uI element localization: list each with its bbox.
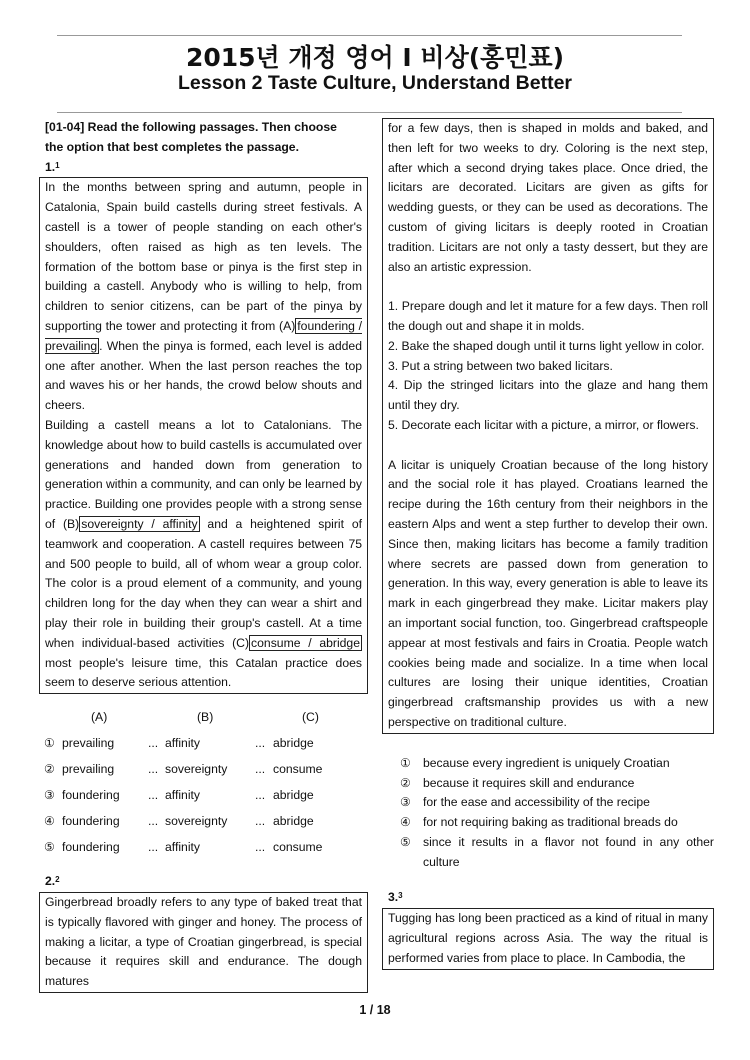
answer-option[interactable] [39,812,368,838]
passage-text: for a few days, then is shaped in molds and baked, and then left for two weeks to dry. Coloring is the next step, after which a second drying takes place. Once dried, the licitars are decorated. Licitars are given as gifts for wedding guests, or they can be used as decorations. The custom of giving licitars is deeply rooted in Croatian tradition. Licitars are not only a tasty dessert, but they are also an artistic expression. [388,121,708,274]
option-c: consume [273,762,323,777]
option-number: ① [400,755,411,770]
question-1-passage [39,177,368,694]
step-item: 2. Bake the shaped dough until it turns light yellow in color. [388,338,705,353]
passage-text: In the months between spring and autumn, people in Catalonia, Spain build castells during street festivals. A castell is a tower of people standing on each other's shoulders, often raised as high as ten levels. The formation of the bottom base or pinya is the first step in building a castell. Anybody who is willing to help, from children to senior citizens, can be part of the pinya by supporting the tower and protecting it from (A) [45,180,362,333]
top-rule [57,35,682,36]
answer-option[interactable] [382,774,714,794]
ellipsis: ... [148,814,159,829]
question-2-options [382,754,714,873]
option-number: ④ [400,815,411,830]
option-number: ② [400,775,411,790]
question-2-passage-start: Gingerbread broadly refers to any type of baked treat that is typically flavored with ginger and honey. The process of making a licitar, a type of Croatian gingerbread, is special because it requires skill and endurance. The dough matures [39,892,368,993]
step-item: 4. Dip the stringed licitars into the glaze and hang them until they dry. [388,378,708,413]
option-c: consume [273,840,323,855]
question-3-number [382,888,714,908]
question-3-passage-start: Tugging has long been practiced as a kind of ritual in many agricultural regions across Asia. The way the ritual is performed varies from place to place. In Cambodia, the [382,908,714,969]
answer-option[interactable] [39,760,368,786]
option-b: sovereignty [165,814,228,829]
column-b: (B) [197,710,214,725]
ellipsis: ... [148,788,159,803]
answer-option[interactable] [382,793,714,813]
option-text: for the ease and accessibility of the recipe [423,795,650,810]
header-rule [57,112,682,113]
passage-text: and a heightened spirit of teamwork and cooperation. A castell requires between 75 and 500 people to build, all of whom wear a group color. The color is a proud element of a community, and young children long for the day when they can wear a shirt and play their role in building their group's castell. At a time when individual-based activities (C) [45,516,362,650]
option-b: affinity [165,788,201,803]
q1-label: 1. [45,159,56,174]
option-a: foundering [62,788,120,803]
option-b: affinity [165,736,201,751]
question-1-number [39,158,368,178]
ellipsis: ... [255,788,266,803]
passage-text: Building a castell means a lot to Catalonians. The knowledge about how to build castells is accumulated over generations and handed down from generation to generation within a community, and can only be learned by practice. Building one provides people with a strong sense of (B) [45,417,362,531]
ellipsis: ... [148,762,159,777]
blank-c: consume / abridge [251,635,360,650]
q1-footnote: 1 [55,160,60,170]
option-number: ⑤ [400,834,411,849]
answer-option[interactable] [39,786,368,812]
page-number: 1 / 18 [359,1003,391,1017]
blank-b: sovereignty / affinity [81,516,198,531]
ellipsis: ... [255,840,266,855]
ellipsis: ... [148,840,159,855]
option-number: ③ [400,795,411,810]
q3-label: 3. [388,890,399,905]
right-column [382,118,714,970]
ellipsis: ... [255,762,266,777]
ellipsis: ... [255,736,266,751]
option-text: for not requiring baking as traditional breads do [423,815,678,830]
option-text: since it results in a flavor not found in any other culture [423,834,714,869]
column-c: (C) [302,710,319,725]
q2-label: 2. [45,874,56,889]
option-number: ⑤ [44,840,55,855]
passage-text: . When the pinya is formed, each level is added one after another. When the last person reaches the top and waves his or her hands, the crowd below shouts and cheers. [45,338,362,413]
q2-footnote: 2 [55,875,60,885]
instructions: [01-04] Read the following passages. Then choose the option that best completes the passage. [45,120,337,154]
option-a: prevailing [62,736,115,751]
option-a: prevailing [62,762,115,777]
option-text: because it requires skill and endurance [423,775,635,790]
option-a: foundering [62,840,120,855]
steps-list [388,297,708,436]
option-a: foundering [62,814,120,829]
left-column [39,118,368,993]
answer-option[interactable] [39,734,368,760]
option-c: abridge [273,814,314,829]
document-title: 2015년 개정 영어 I 비상(홍민표) [185,43,565,72]
option-b: sovereignty [165,762,228,777]
step-item: 1. Prepare dough and let it mature for a few days. Then roll the dough out and shape it in molds. [388,299,708,333]
step-item: 5. Decorate each licitar with a picture, a mirror, or flowers. [388,417,699,432]
answer-option[interactable] [39,838,368,864]
answer-option[interactable] [382,754,714,774]
option-columns-header [39,708,368,734]
option-c: abridge [273,788,314,803]
q3-footnote: 3 [398,891,403,901]
lesson-subtitle: Lesson 2 Taste Culture, Understand Better [177,72,573,94]
question-2-passage-continued [382,118,714,734]
option-text: because every ingredient is uniquely Croatian [423,755,670,770]
passage-text: A licitar is uniquely Croatian because of the long history and the social role it has played. Croatians learned the recipe during the 16th century from their neighbors in the eastern Alps and went a step further to develop their own. Since then, making licitars has become a family tradition where secrets are passed down from generation to generation. In this way, every generation is able to leave its mark in each gingerbread they make. Licitar makers play an important social function, too. Gingerbread craftspeople appear at most festivals and fairs in Croatia. People watch cookies being made and socialize. In a time when local cultures are losing their unique identities, Croatian gingerbread craftsmanship provides us with a new perspective on traditional culture. [388,457,708,729]
answer-option[interactable] [382,813,714,833]
option-number: ① [44,736,55,751]
option-number: ② [44,762,55,777]
option-number: ③ [44,788,55,803]
answer-option[interactable] [382,833,714,873]
option-number: ④ [44,814,55,829]
column-a: (A) [91,710,108,725]
ellipsis: ... [255,814,266,829]
option-c: abridge [273,736,314,751]
question-1-options [39,734,368,864]
question-2-number [39,872,368,892]
option-b: affinity [165,840,201,855]
blank-a: foundering / prevailing [45,318,363,353]
ellipsis: ... [148,736,159,751]
passage-text: most people's leisure time, this Catalan practice does seem to deserve serious attention. [45,655,362,690]
step-item: 3. Put a string between two baked licitars. [388,358,613,373]
